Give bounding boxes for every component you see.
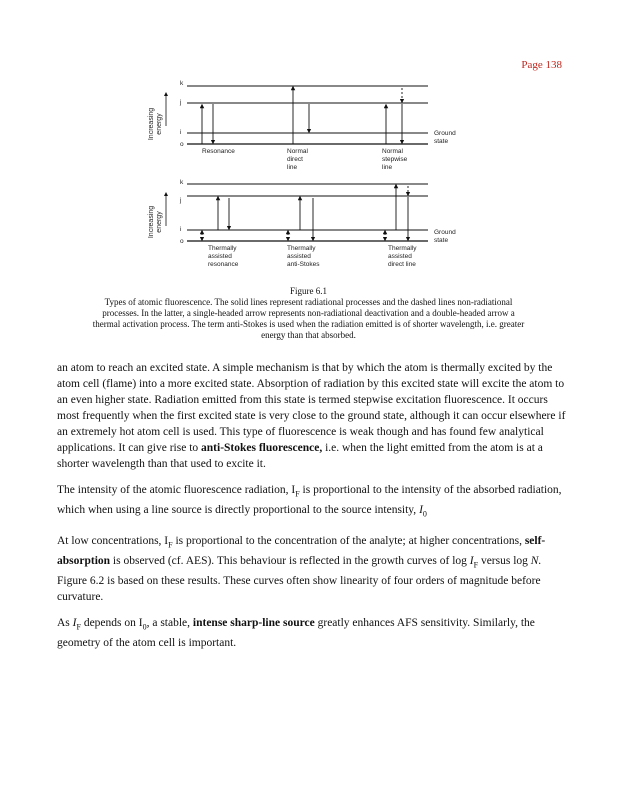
level-label: o (180, 141, 184, 148)
process-label-thermal-resonance: Thermally (208, 245, 237, 252)
process-label-thermal-direct: direct line (388, 261, 416, 268)
process-label-direct: direct (287, 156, 303, 163)
paragraph: As $I_F$ depends on $I_0$, a stable, intense sharp-line source greatly enhances AFS sensitivity. Similarly, the geometry of the atom cell is important. (57, 617, 535, 650)
axis-title-top-1: Increasing (148, 107, 155, 141)
axis-title-top-2: energy (156, 113, 163, 135)
process-label-direct: Normal (287, 148, 308, 155)
process-label-thermal-direct: Thermally (388, 245, 417, 252)
ground-state-label: state (434, 237, 449, 244)
energy-diagram (138, 76, 478, 286)
level-label: i (180, 129, 182, 136)
process-label-stepwise: Normal (382, 148, 403, 155)
process-label-thermal-resonance: assisted (208, 253, 232, 260)
paragraph: At low concentrations, $I_F$ is proportional to the concentration of the analyte; at higher concentrations, self-absorption is observed (cf. AES). This behaviour is reflected in the growth curves of $\log I_F$ versus log N. Figure 6.2 is based on these results. These curves often show linearity of four orders of magnitude before curvature. (57, 534, 546, 604)
page-number: Page 138 (521, 59, 562, 71)
axis-title-bottom-1: Increasing (148, 205, 155, 239)
level-label: j (180, 99, 182, 106)
level-label: k (180, 179, 184, 186)
body-text (57, 360, 567, 661)
level-label: o (180, 238, 184, 245)
figure-caption (90, 286, 527, 341)
process-label-direct: line (287, 164, 298, 171)
figure-caption-text: Types of atomic fluorescence. The solid lines represent radiational processes and the dashed lines non-radiational processes. In the latter, a single-headed arrow represents non-radiational deactivation and a double-headed arrow a thermal activation process. The term anti-Stokes is used when the radiation emitted is of shorter wavelength, i.e. greater energy than that absorbed. (92, 297, 525, 340)
energy-level-figure (138, 76, 478, 286)
axis-title-bottom-2: energy (156, 211, 163, 233)
process-label-thermal-direct: assisted (388, 253, 412, 260)
level-label: j (180, 197, 182, 204)
ground-state-label: Ground (434, 229, 456, 236)
level-label: k (180, 80, 184, 87)
top-panel (148, 80, 456, 171)
paragraph: The intensity of the atomic fluorescence radiation, $I_F$ is proportional to the intensity of the absorbed radiation, which when using a line source is directly proportional to the source intensity, $I_0$ (57, 484, 562, 519)
process-label-thermal-resonance: resonance (208, 261, 239, 268)
process-label-anti-stokes: assisted (287, 253, 311, 260)
process-label-stepwise: line (382, 164, 393, 171)
process-label-anti-stokes: anti-Stokes (287, 261, 320, 268)
ground-state-label: state (434, 138, 449, 145)
paragraph: an atom to reach an excited state. A simple mechanism is that by which the atom is thermally excited by the atom cell (flame) into a more excited state. Absorption of radiation by this excited state will excite the atom to an even higher state. Radiation emitted from this state is termed stepwise excitation fluorescence. It occurs most frequently when the first excited state is very close to the ground state, although it can occur elsewhere if an extremely hot atom cell is used. This type of fluorescence is weak though and has found few analytical applications. It can give rise to anti-Stokes fluorescence, i.e. when the light emitted from the atom is at a shorter wavelength than that used to excite it. (57, 362, 566, 470)
bottom-panel (148, 179, 456, 268)
process-label-resonance: Resonance (202, 148, 235, 155)
process-label-stepwise: stepwise (382, 156, 408, 163)
ground-state-label: Ground (434, 130, 456, 137)
process-label-anti-stokes: Thermally (287, 245, 316, 252)
level-label: i (180, 226, 182, 233)
figure-caption-title: Figure 6.1 (290, 286, 327, 296)
